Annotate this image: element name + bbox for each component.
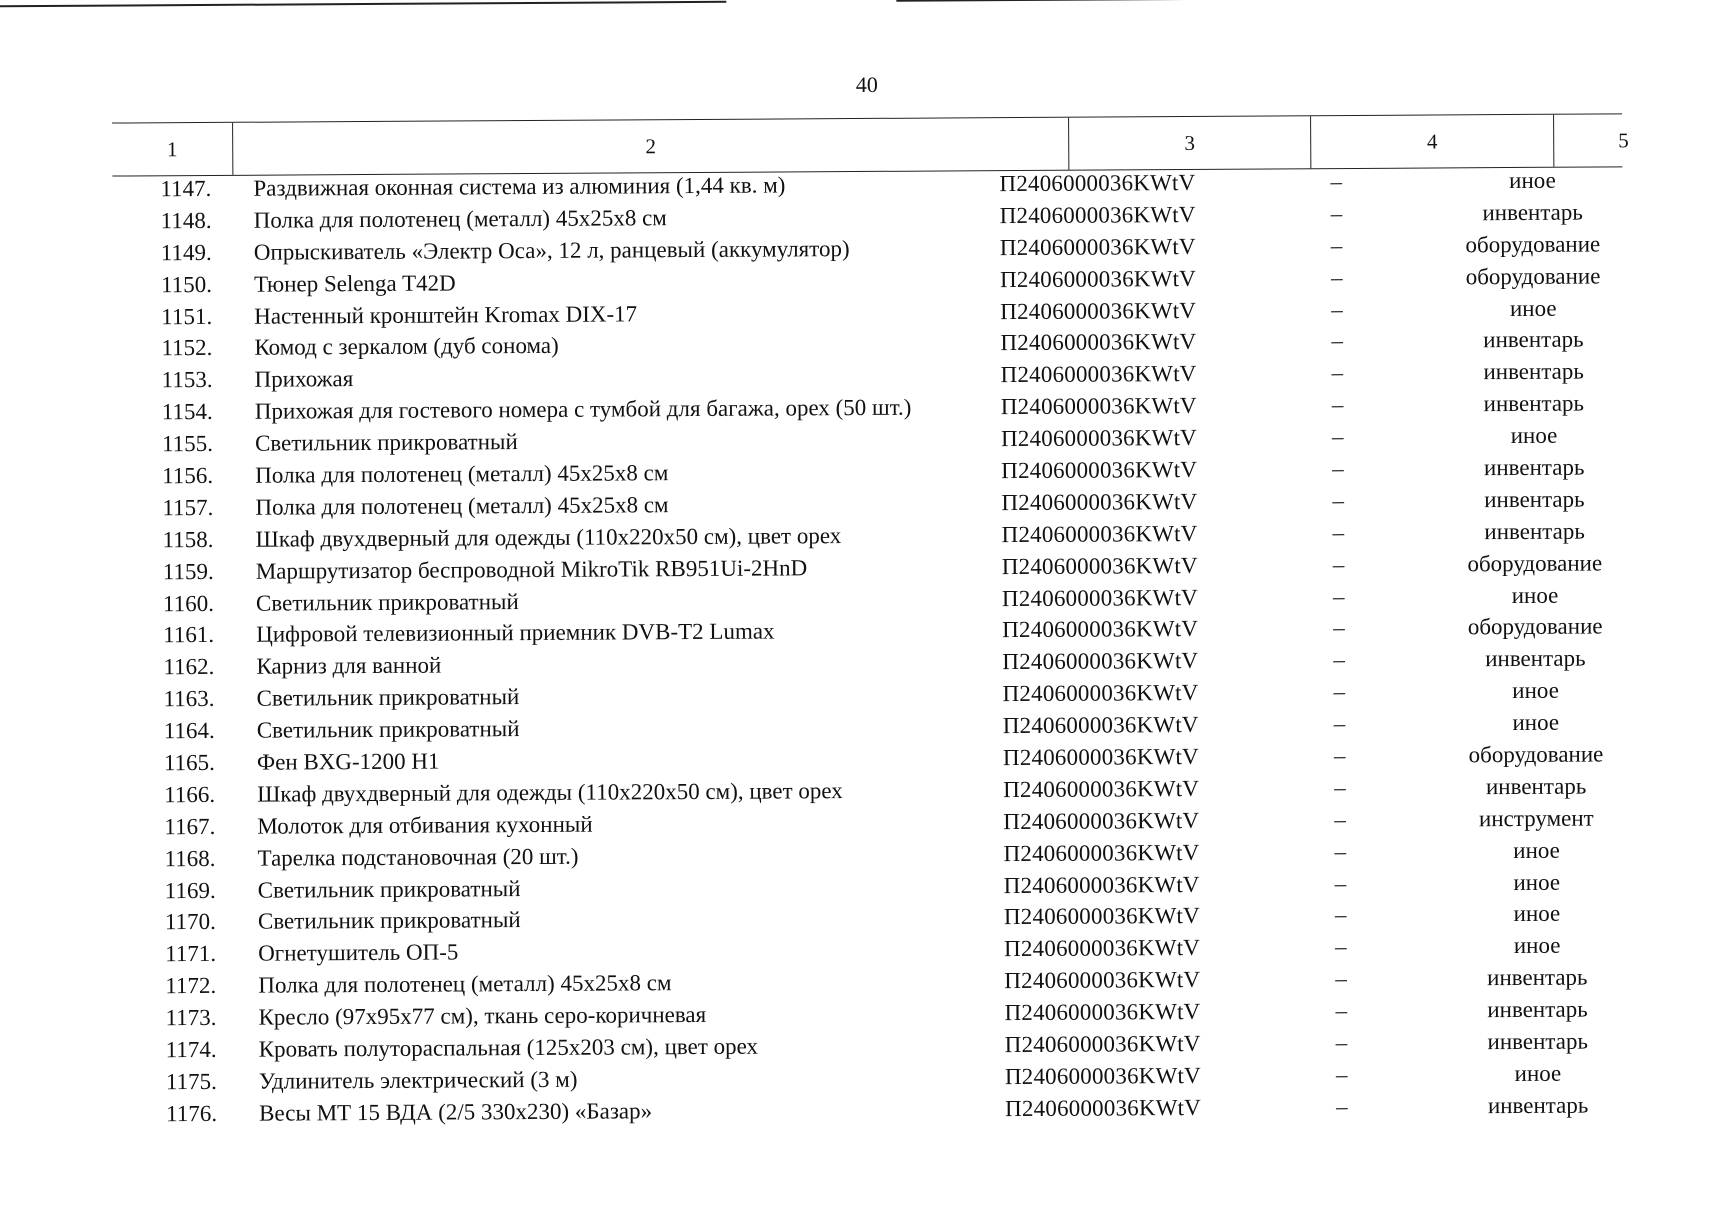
item-type: инвентарь [1487, 996, 1588, 1023]
item-code: П2406000036KWtV [999, 233, 1196, 260]
item-type: иное [1512, 677, 1559, 704]
column-4-value: – [1332, 519, 1345, 545]
item-name: Тарелка подстановочная (20 шт.) [257, 843, 579, 871]
column-4-value: – [1334, 902, 1347, 928]
row-number: 1176. [166, 1100, 218, 1127]
column-4-value: – [1331, 360, 1344, 386]
item-type: иное [1509, 295, 1557, 321]
column-4-value: – [1335, 998, 1348, 1024]
column-4-value: – [1332, 551, 1345, 577]
column-4-value: – [1335, 934, 1347, 960]
item-code: П2406000036KWtV [999, 169, 1196, 197]
row-number: 1169. [164, 877, 216, 903]
row-number: 1148. [160, 207, 212, 234]
column-4-value: – [1331, 424, 1344, 450]
item-name: Шкаф двухдверный для одежды (110x220x50 см), цвет орех [257, 778, 843, 807]
page-edge-line [896, 0, 1709, 2]
item-type: иное [1511, 582, 1559, 608]
column-4-value: – [1333, 647, 1345, 673]
item-code: П2406000036KWtV [1000, 393, 1197, 420]
page-number: 40 [855, 71, 878, 98]
item-type: инструмент [1478, 805, 1594, 832]
row-number: 1171. [165, 941, 217, 967]
item-code: П2406000036KWtV [1003, 903, 1200, 930]
item-name: Фен BXG-1200 H1 [256, 748, 440, 775]
item-code: П2406000036KWtV [1003, 775, 1200, 803]
item-code: П2406000036KWtV [1004, 1030, 1201, 1058]
item-code: П2406000036KWtV [999, 201, 1196, 229]
row-number: 1173. [165, 1005, 217, 1031]
item-code: П2406000036KWtV [1001, 552, 1198, 579]
column-4-value: – [1331, 328, 1344, 354]
item-code: П2406000036KWtV [1003, 871, 1200, 898]
row-number: 1153. [161, 367, 213, 393]
item-type: оборудование [1467, 550, 1603, 576]
column-4-value: – [1335, 1061, 1348, 1088]
row-number: 1166. [164, 781, 216, 808]
item-code: П2406000036KWtV [1002, 743, 1199, 771]
item-code: П2406000036KWtV [1000, 361, 1197, 388]
item-name: Светильник прикроватный [257, 875, 521, 903]
item-name: Прихожая [254, 366, 354, 393]
item-code: П2406000036KWtV [1001, 520, 1198, 547]
page-edge-line [0, 1, 726, 7]
column-4-value: – [1334, 838, 1347, 864]
column-4-value: – [1333, 711, 1346, 737]
item-code: П2406000036KWtV [1005, 1094, 1202, 1121]
row-number: 1152. [161, 335, 213, 361]
row-number: 1165. [163, 749, 215, 776]
item-code: П2406000036KWtV [1003, 807, 1200, 834]
column-4-value: – [1336, 1093, 1348, 1119]
item-name: Весы МТ 15 ВДА (2/5 330x230) «Базар» [259, 1098, 653, 1126]
row-number: 1149. [160, 239, 212, 266]
item-name: Маршрутизатор беспроводной MikroTik RB951Ui-2HnD [255, 555, 808, 584]
item-code: П2406000036KWtV [1000, 329, 1197, 356]
column-header-1: 1 [166, 136, 178, 161]
item-name: Светильник прикроватный [254, 429, 518, 456]
item-type: инвентарь [1483, 327, 1584, 353]
item-type: инвентарь [1487, 964, 1588, 991]
item-name: Кровать полутораспальная (125x203 см), цвет орех [258, 1033, 759, 1062]
item-type: оборудование [1468, 741, 1604, 768]
item-code: П2406000036KWtV [1001, 456, 1198, 484]
item-type: иное [1513, 837, 1560, 863]
column-4-value: – [1334, 870, 1347, 896]
column-header-5: 5 [1553, 114, 1622, 166]
column-4-value: – [1333, 679, 1346, 705]
item-name: Раздвижная оконная система из алюминия (1,44 кв. м) [253, 172, 786, 201]
item-type: иное [1514, 1060, 1562, 1086]
item-code: П2406000036KWtV [1003, 839, 1200, 866]
column-4-value: – [1330, 232, 1343, 258]
row-number: 1167. [164, 813, 216, 840]
item-type: инвентарь [1484, 518, 1585, 544]
item-code: П2406000036KWtV [1004, 999, 1201, 1026]
item-name: Цифровой телевизионный приемник DVB-T2 Lumax [256, 618, 775, 648]
row-number: 1168. [164, 845, 216, 871]
item-type: инвентарь [1483, 358, 1584, 385]
item-name: Шкаф двухдверный для одежды (110x220x50 см), цвет орех [255, 522, 842, 552]
item-code: П2406000036KWtV [1000, 425, 1198, 452]
item-type: иное [1513, 933, 1561, 959]
item-code: П2406000036KWtV [1001, 584, 1199, 611]
row-number: 1160. [162, 590, 214, 616]
column-4-value: – [1333, 615, 1345, 641]
column-4-value: – [1332, 487, 1344, 514]
row-number: 1150. [160, 271, 213, 297]
item-code: П2406000036KWtV [1001, 488, 1198, 516]
row-number: 1155. [161, 431, 214, 457]
item-name: Комод с зеркалом (дуб сонома) [254, 333, 559, 361]
column-4-value: – [1332, 583, 1345, 609]
item-code: П2406000036KWtV [1000, 297, 1197, 324]
column-4-value: – [1332, 456, 1344, 482]
row-number: 1175. [165, 1068, 217, 1095]
item-type: иное [1512, 709, 1560, 736]
column-4-value: – [1334, 774, 1346, 801]
item-type: оборудование [1465, 263, 1601, 289]
item-code: П2406000036KWtV [1002, 616, 1199, 643]
item-type: иное [1510, 422, 1558, 449]
item-code: П2406000036KWtV [1004, 1062, 1201, 1090]
item-name: Полка для полотенец (металл) 45x25x8 см [255, 460, 669, 488]
item-name: Карниз для ванной [256, 652, 442, 680]
item-name: Полка для полотенец (металл) 45x25x8 см [255, 492, 669, 520]
table-body [112, 165, 1628, 1131]
item-name: Удлинитель электрический (3 м) [258, 1066, 578, 1094]
item-code: П2406000036KWtV [1004, 967, 1201, 994]
item-type: инвентарь [1484, 486, 1585, 513]
item-name: Прихожая для гостевого номера с тумбой для багажа, орех (50 шт.) [254, 394, 912, 424]
column-4-value: – [1330, 264, 1343, 290]
item-name: Светильник прикроватный [256, 716, 520, 743]
item-name: Светильник прикроватный [257, 907, 521, 935]
row-number: 1157. [162, 494, 214, 521]
row-number: 1164. [163, 718, 215, 744]
row-number: 1159. [162, 558, 214, 584]
item-type: оборудование [1465, 231, 1601, 258]
row-number: 1163. [163, 686, 215, 712]
item-type: инвентарь [1482, 199, 1583, 226]
item-name: Настенный кронштейн Kromax DIX-17 [254, 300, 638, 329]
item-type: инвентарь [1485, 645, 1586, 672]
item-name: Полка для полотенец (металл) 45x25x8 см [253, 205, 667, 233]
column-4-value: – [1334, 806, 1346, 832]
row-number: 1174. [165, 1036, 217, 1063]
column-4-value: – [1330, 169, 1343, 195]
row-number: 1170. [164, 909, 216, 935]
item-name: Огнетушитель ОП-5 [258, 939, 459, 967]
item-name: Полка для полотенец (металл) 45x25x8 см [258, 970, 672, 998]
column-4-value: – [1333, 743, 1346, 769]
item-name: Тюнер Selenga T42D [253, 270, 456, 297]
column-header-2: 2 [232, 118, 1068, 175]
column-header-4: 4 [1310, 115, 1553, 168]
row-number: 1161. [163, 622, 215, 648]
item-code: П2406000036KWtV [1004, 935, 1201, 962]
row-number: 1154. [161, 399, 213, 425]
row-number: 1156. [162, 462, 214, 489]
item-name: Светильник прикроватный [255, 588, 519, 616]
item-name: Опрыскиватель «Электр Оса», 12 л, ранцевый (аккумулятор) [253, 235, 850, 265]
item-code: П2406000036KWtV [1002, 680, 1199, 707]
item-type: иное [1509, 167, 1556, 194]
column-4-value: – [1331, 296, 1343, 322]
column-header-3: 3 [1068, 116, 1310, 169]
item-type: инвентарь [1487, 1028, 1588, 1055]
item-type: инвентарь [1483, 390, 1585, 417]
item-type: оборудование [1467, 613, 1603, 640]
item-code: П2406000036KWtV [999, 265, 1197, 292]
row-number: 1158. [162, 526, 214, 553]
column-4-value: – [1331, 392, 1344, 418]
item-name: Кресло (97x95x77 см), ткань серо-коричневая [258, 1002, 707, 1030]
item-type: иное [1513, 901, 1561, 927]
item-type: инвентарь [1485, 773, 1587, 800]
item-name: Молоток для отбивания кухонный [257, 811, 593, 839]
item-code: П2406000036KWtV [1002, 648, 1199, 675]
column-4-value: – [1335, 1030, 1348, 1056]
item-type: иное [1513, 869, 1561, 895]
item-type: инвентарь [1483, 454, 1585, 481]
item-name: Светильник прикроватный [256, 684, 520, 711]
column-4-value: – [1330, 200, 1343, 227]
column-4-value: – [1335, 966, 1347, 992]
row-number: 1147. [160, 175, 212, 202]
item-type: инвентарь [1487, 1092, 1589, 1119]
item-code: П2406000036KWtV [1002, 712, 1199, 739]
row-number: 1172. [165, 973, 217, 999]
row-number: 1151. [161, 303, 213, 329]
row-number: 1162. [163, 654, 215, 680]
